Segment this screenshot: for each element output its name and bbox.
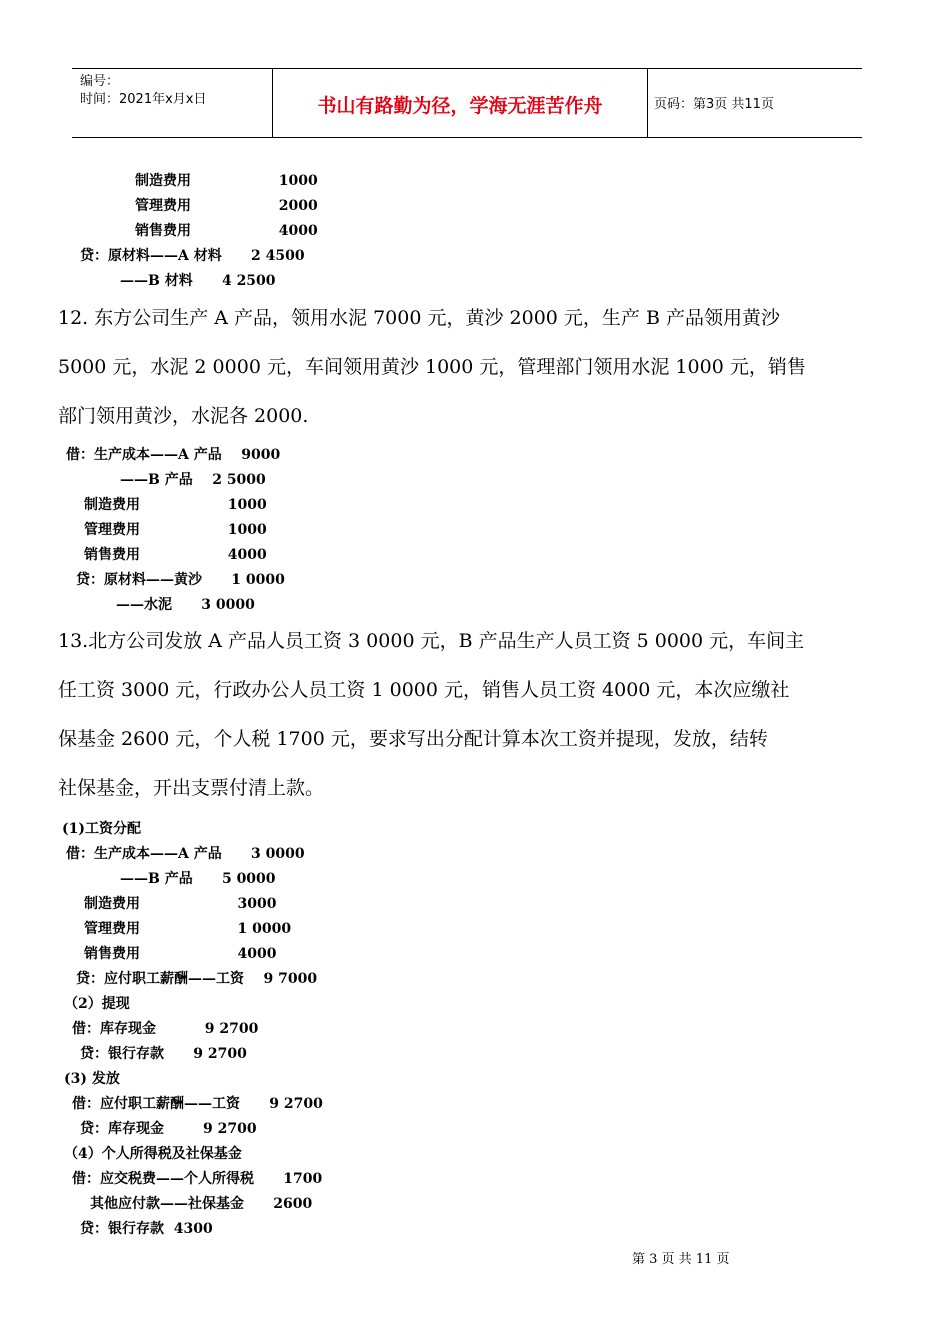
journal-entry-line: 贷：银行存款 4300 <box>80 1221 213 1237</box>
question-line: 部门领用黄沙，水泥各 2000. <box>58 405 309 427</box>
journal-entry-line: （2）提现 <box>64 996 130 1012</box>
question-line: 保基金 2600 元，个人税 1700 元，要求写出分配计算本次工资并提现，发放，结转 <box>58 728 768 750</box>
journal-entry-line: 制造费用 1000 <box>84 497 267 513</box>
journal-entry-line: 贷：库存现金 9 2700 <box>80 1121 257 1137</box>
journal-entry-line: （4）个人所得税及社保基金 <box>64 1146 242 1162</box>
journal-entry-line: 贷：原材料——A 材料 2 4500 <box>80 248 305 264</box>
question-13 <box>58 617 878 813</box>
journal-entry-line: 其他应付款——社保基金 2600 <box>90 1196 313 1212</box>
journal-entry-line: 销售费用 4000 <box>135 223 318 239</box>
journal-entry-line: 借：生产成本——A 产品 9000 <box>66 447 281 463</box>
journal-entry-line: 贷：银行存款 9 2700 <box>80 1046 247 1062</box>
journal-entry-line: 借：应交税费——个人所得税 1700 <box>72 1171 323 1187</box>
number-label: 编号： <box>80 74 120 89</box>
question-line: 13.北方公司发放 A 产品人员工资 3 0000 元，B 产品生产人员工资 5 0000 元，车间主 <box>58 630 805 652</box>
journal-entry-line: 销售费用 4000 <box>84 946 277 962</box>
journal-entry-line: (1)工资分配 <box>62 821 141 837</box>
journal-entry-line: 制造费用 1000 <box>135 173 318 189</box>
question-line: 社保基金，开出支票付清上款。 <box>58 777 325 799</box>
journal-entry-line: 借：库存现金 9 2700 <box>72 1021 259 1037</box>
question-line: 5000 元，水泥 2 0000 元，车间领用黄沙 1000 元，管理部门领用水泥 1000 元，销售 <box>58 356 806 378</box>
question-12 <box>58 294 878 441</box>
question-line: 12. 东方公司生产 A 产品，领用水泥 7000 元，黄沙 2000 元，生产 B 产品领用黄沙 <box>58 307 780 329</box>
journal-entry-line: ——水泥 3 0000 <box>116 597 255 613</box>
journal-entry-line: ——B 材料 4 2500 <box>120 273 276 289</box>
header-meta <box>80 73 206 109</box>
journal-entry-line: 管理费用 2000 <box>135 198 318 214</box>
page-label: 页码：第3页 共11页 <box>654 97 774 112</box>
journal-entry-line: (3) 发放 <box>64 1071 120 1087</box>
journal-entry-line: 管理费用 1 0000 <box>84 921 292 937</box>
time-label: 时间：2021年x月x日 <box>80 92 207 107</box>
journal-entry-line: 制造费用 3000 <box>84 896 277 912</box>
journal-entry-line: 销售费用 4000 <box>84 547 267 563</box>
page-header <box>72 68 862 138</box>
journal-entry-line: 管理费用 1000 <box>84 522 267 538</box>
journal-entry-line: 借：应付职工薪酬——工资 9 2700 <box>72 1096 323 1112</box>
journal-entry-line: ——B 产品 5 0000 <box>120 871 276 887</box>
journal-entry-line: 贷：应付职工薪酬——工资 9 7000 <box>76 971 318 987</box>
page-footer: 第 3 页 共 11 页 <box>632 1252 730 1267</box>
journal-entry-line: ——B 产品 2 5000 <box>120 472 266 488</box>
journal-entry-line: 贷：原材料——黄沙 1 0000 <box>76 572 285 588</box>
header-motto: 书山有路勤为径，学海无涯苦作舟 <box>317 95 603 117</box>
header-divider <box>647 69 648 137</box>
question-line: 任工资 3000 元，行政办公人员工资 1 0000 元，销售人员工资 4000 元，本次应缴社 <box>58 679 790 701</box>
journal-entry-line: 借：生产成本——A 产品 3 0000 <box>66 846 305 862</box>
